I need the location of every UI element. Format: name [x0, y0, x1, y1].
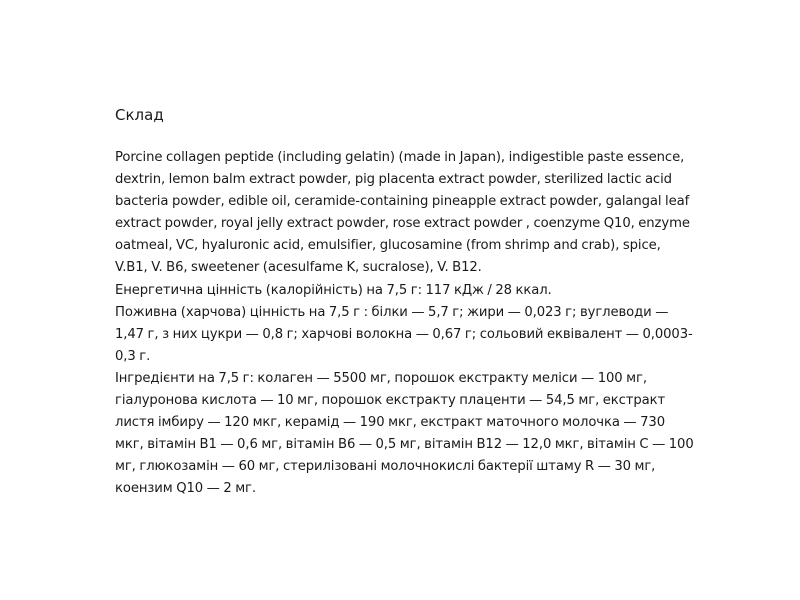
- ingredients-english: Porcine collagen peptide (including gelatin) (made in Japan), indigestible paste essence, dextrin, lemon balm extract powder, pig placenta extract powder, sterilized lactic acid bacteria powder, edible oil, ceramide-containing pineapple extract powder, galangal leaf extract powder, royal jelly extract powder, rose extract powder , coenzyme Q10, enzyme oatmeal, VC, hyaluronic acid, emulsifier, glucosamine (from shrimp and crab), spice, V.B1, V. B6, sweetener (acesulfame K, sucralose), V. B12.: [115, 150, 690, 276]
- ingredients-per-dose: Інгредієнти на 7,5 г: колаген — 5500 мг, порошок екстракту меліси — 100 мг, гіалуронова кислота — 10 мг, порошок екстракту плаценти — 54,5 мг, екстракт листя імбиру — 120 мкг, керамід — 190 мкг, екстракт маточного молочка — 730 мкг, вітамін B1 — 0,6 мг, вітамін B6 — 0,5 мг, вітамін B12 — 12,0 мкг, вітамін C — 100 мг, глюкозамін — 60 мг, стерилізовані молочнокислі бактерії штаму R — 30 мг, коензим Q10 — 2 мг.: [115, 370, 694, 497]
- composition-section: [115, 104, 695, 501]
- section-title: Склад: [115, 106, 164, 124]
- nutrition-value: Поживна (харчова) цінність на 7,5 г : білки — 5,7 г; жири — 0,023 г; вуглеводи — 1,47 г, з них цукри — 0,8 г; харчові волокна — 0,67 г; сольовий еквівалент — 0,0003-0,3 г.: [115, 304, 693, 364]
- energy-value: Енергетична цінність (калорійність) на 7,5 г: 117 кДж / 28 ккал.: [115, 282, 552, 298]
